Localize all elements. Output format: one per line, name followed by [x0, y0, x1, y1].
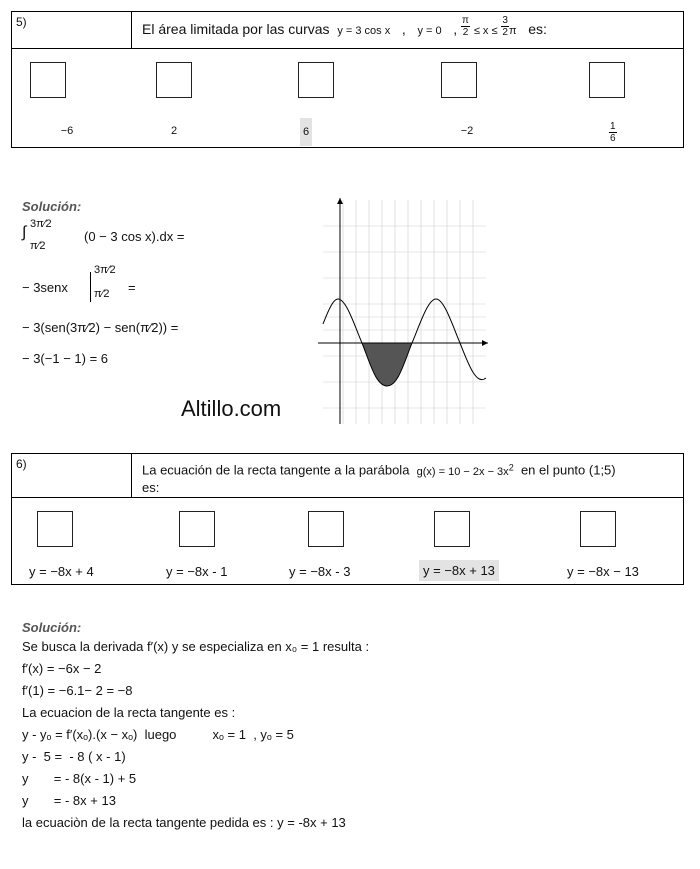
solution-5-line-4: − 3(−1 − 1) = 6 — [22, 351, 109, 366]
q6-option-2-label: y = −8x - 1 — [166, 564, 228, 579]
eval-equals: = — [128, 280, 136, 295]
q5-option-4-checkbox[interactable] — [441, 62, 477, 98]
q5-option-2-label: 2 — [170, 125, 178, 137]
q5-curve1: y = 3 cos x — [337, 25, 391, 37]
integral-upper-limit: 3π⁄2 — [30, 218, 52, 230]
q5-option-2-checkbox[interactable] — [156, 62, 192, 98]
q5-curve2: y = 0 — [417, 25, 442, 37]
q6-option-2-checkbox[interactable] — [179, 511, 215, 547]
q5-option-1-checkbox[interactable] — [30, 62, 66, 98]
q5-option-3-checkbox[interactable] — [298, 62, 334, 98]
solution-6-line-2: f′(x) = −6x − 2 — [22, 661, 102, 676]
solution-6-line-5: y - yₒ = f′(xₒ).(x − xₒ) luego xₒ = 1 , yₒ = 5 — [22, 727, 294, 742]
question-6-options — [12, 498, 683, 585]
solution-5-line-1 — [22, 218, 222, 262]
q6-option-4-label-correct: y = −8x + 13 — [419, 560, 499, 581]
integral-sign: ∫ — [22, 224, 27, 241]
question-5-table — [11, 11, 684, 148]
eval-upper-limit: 3π⁄2 — [94, 264, 116, 276]
q5-sep1: , — [401, 21, 406, 37]
question-5-options — [12, 49, 683, 148]
solution-6-line-6: y - 5 = - 8 ( x - 1) — [22, 749, 126, 764]
q6-option-4-checkbox[interactable] — [434, 511, 470, 547]
q6-text-part1: La ecuación de la recta tangente a la parábola — [142, 462, 410, 478]
q6-option-1-label: y = −8x + 4 — [29, 564, 94, 579]
question-6-number: 6) — [12, 454, 132, 497]
q6-option-3-label: y = −8x - 3 — [289, 564, 351, 579]
question-5-header — [12, 12, 683, 49]
solution-6-line-4: La ecuacion de la recta tangente es : — [22, 705, 236, 720]
solution-6-line-9: la ecuaciòn de la recta tangente pedida es : y = -8x + 13 — [22, 815, 346, 830]
q5-upper-fraction: $\frac{3}{2}$ — [502, 14, 508, 38]
integral-lower-limit: π⁄2 — [30, 240, 46, 252]
solution-5-line-2 — [22, 264, 222, 312]
q6-option-3-checkbox[interactable] — [308, 511, 344, 547]
q6-option-5-label: y = −8x − 13 — [567, 564, 639, 579]
q5-option-4-label: −2 — [460, 125, 474, 137]
solution-6-line-1: Se busca la derivada f′(x) y se especializa en x₀ = 1 resulta : — [22, 639, 370, 654]
solution-5-title: Solución: — [22, 199, 82, 214]
q5-option-5-checkbox[interactable] — [589, 62, 625, 98]
question-6-text — [132, 454, 683, 497]
watermark: Altillo.com — [181, 396, 282, 421]
q5-leq: ≤ x ≤ — [473, 25, 498, 37]
q5-option-3-label-correct: 6 — [300, 118, 312, 146]
q5-option-5-label: $\frac{1}{6}$ — [610, 121, 616, 144]
question-5-text — [132, 12, 683, 48]
q6-text-part3: es: — [142, 479, 160, 495]
q5-sep2: , — [453, 21, 458, 37]
q5-upper-pi: π — [508, 25, 517, 37]
eval-lower-limit: π⁄2 — [94, 288, 110, 300]
q5-option-1-label: −6 — [60, 125, 74, 137]
q5-lower-fraction: $\frac{\pi}{2}$ — [462, 14, 469, 38]
evaluation-bar — [90, 272, 91, 302]
q5-suffix: es: — [528, 21, 547, 37]
question-5-number: 5) — [12, 12, 132, 48]
shaded-area — [362, 343, 412, 386]
solution-6-line-3: f′(1) = −6.1− 2 = −8 — [22, 683, 133, 698]
solution-6-line-8: y = - 8x + 13 — [22, 793, 116, 808]
x-axis-arrow — [482, 340, 488, 346]
y-axis-arrow — [337, 198, 343, 204]
q6-text-part2: en el punto (1;5) — [520, 462, 616, 478]
cosine-area-graph — [318, 196, 490, 426]
solution-5-line-3: − 3(sen(3π⁄2) − sen(π⁄2)) = — [22, 320, 179, 335]
solution-6-title: Solución: — [22, 620, 82, 635]
q5-prefix: El área limitada por las curvas — [142, 21, 330, 37]
solution-6-line-7: y = - 8(x - 1) + 5 — [22, 771, 137, 786]
q6-function: $g(x) = 10 - 2x - 3x^2$ — [416, 462, 514, 478]
graph-grid — [323, 200, 486, 424]
antiderivative: − 3senx — [22, 280, 68, 295]
q6-option-1-checkbox[interactable] — [37, 511, 73, 547]
question-6-header — [12, 454, 683, 498]
question-6-table — [11, 453, 684, 585]
integrand: (0 − 3 cos x).dx = — [84, 229, 185, 244]
q6-option-5-checkbox[interactable] — [580, 511, 616, 547]
